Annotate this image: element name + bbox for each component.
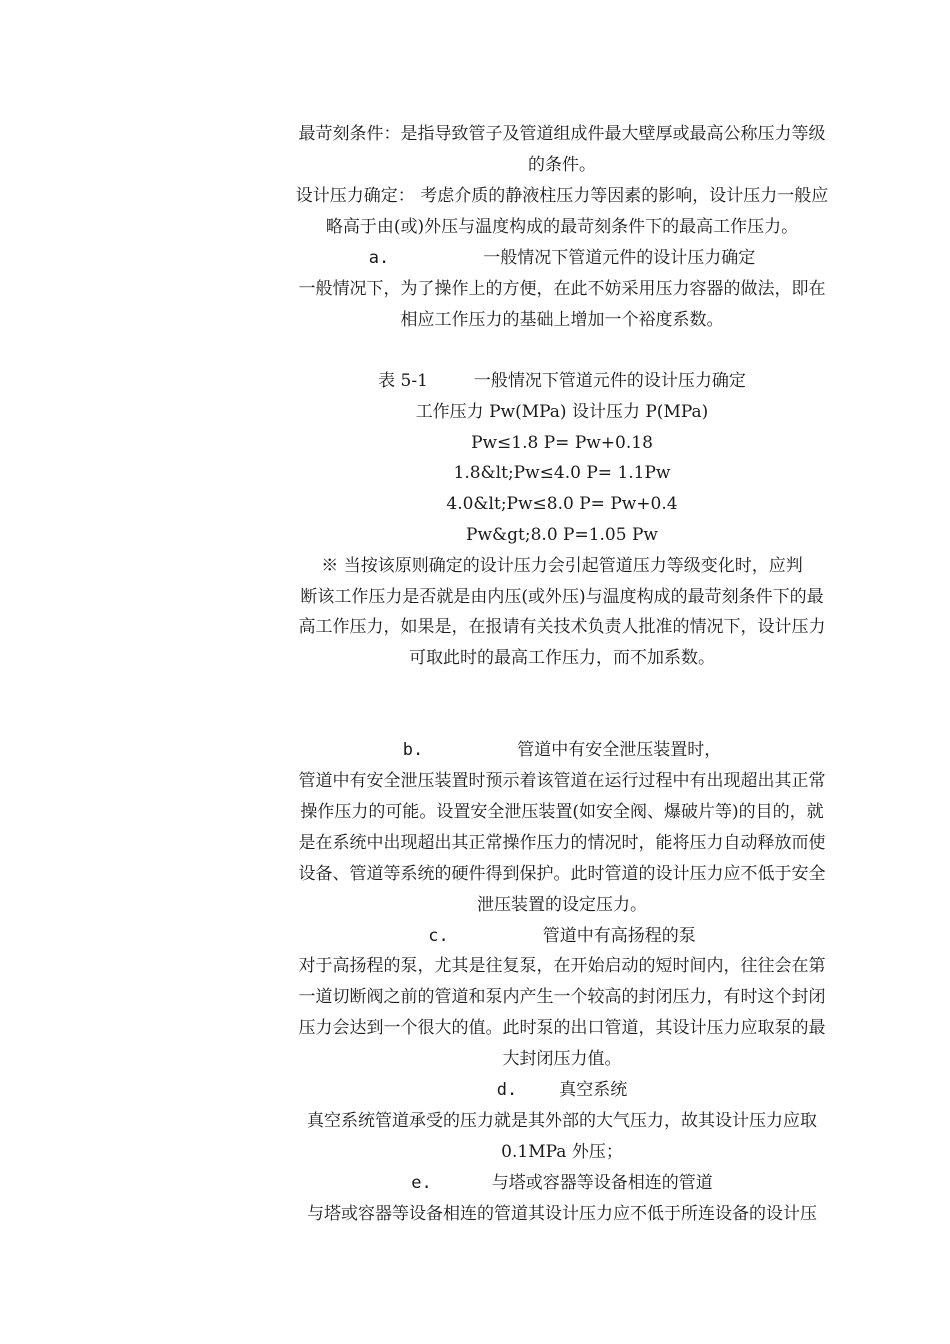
section-marker: a. [368, 248, 390, 268]
paragraph-line: 压力会达到一个很大的值。此时泵的出口管道，其设计压力应取泵的最 [298, 1018, 826, 1038]
section-heading-b [262, 740, 862, 760]
paragraph-line: 的条件。 [528, 155, 596, 175]
paragraph-line: 一道切断阀之前的管道和泵内产生一个较高的封闭压力，有时这个封闭 [298, 987, 826, 1007]
note-line: ※ 当按该原则确定的设计压力会引起管道压力等级变化时，应判 [321, 556, 803, 576]
paragraph-line: 管道中有安全泄压装置时预示着该管道在运行过程中有出现超出其正常 [298, 771, 826, 791]
paragraph-line: 对于高扬程的泵，尤其是往复泵，在开始启动的短时间内，往往会在第 [298, 956, 826, 976]
section-marker: b. [402, 740, 424, 760]
table-number: 表 5-1 [378, 371, 428, 391]
paragraph-line: 操作压力的可能。设置安全泄压装置(如安全阀、爆破片等)的目的，就 [300, 802, 824, 822]
paragraph-line: 设备、管道等系统的硬件得到保护。此时管道的设计压力应不低于安全 [298, 864, 826, 884]
section-marker: e. [411, 1173, 432, 1193]
section-title: 真空系统 [559, 1080, 628, 1100]
table-row: Pw≤1.8 P= Pw+0.18 [471, 433, 653, 453]
paragraph-line: 泄压装置的设定压力。 [477, 895, 647, 915]
paragraph-line: 大封闭压力值。 [502, 1049, 622, 1069]
note-line: 高工作压力，如果是，在报请有关技术负责人批准的情况下，设计压力 [298, 617, 826, 637]
note-line: 可取此时的最高工作压力，而不加系数。 [409, 648, 715, 668]
paragraph-line: 相应工作压力的基础上增加一个裕度系数。 [400, 310, 724, 330]
table-row: 1.8&lt;Pw≤4.0 P= 1.1Pw [453, 463, 671, 483]
section-marker: d. [496, 1080, 518, 1100]
paragraph-line: 略高于由(或)外压与温度构成的最苛刻条件下的最高工作压力。 [325, 217, 799, 237]
paragraph-line: 与塔或容器等设备相连的管道其设计压力应不低于所连设备的设计压 [307, 1204, 817, 1224]
paragraph-line: 一般情况下，为了操作上的方便，在此不妨采用压力容器的做法，即在 [298, 279, 826, 299]
table-title: 一般情况下管道元件的设计压力确定 [473, 371, 746, 391]
paragraph-line: 最苛刻条件：是指导致管子及管道组成件最大壁厚或最高公称压力等级 [298, 124, 826, 144]
section-title: 管道中有安全泄压装置时， [517, 740, 722, 760]
paragraph-line: 设计压力确定： 考虑介质的静液柱压力等因素的影响，设计压力一般应 [295, 186, 829, 206]
section-title: 与塔或容器等设备相连的管道 [491, 1173, 713, 1193]
section-title: 一般情况下管道元件的设计压力确定 [483, 248, 756, 268]
section-marker: c. [428, 926, 449, 946]
section-heading-d [262, 1080, 862, 1100]
table-header: 工作压力 Pw(MPa) 设计压力 P(MPa) [415, 402, 709, 422]
note-line: 断该工作压力是否就是由内压(或外压)与温度构成的最苛刻条件下的最 [300, 587, 824, 607]
section-title: 管道中有高扬程的泵 [542, 926, 696, 946]
table-row: 4.0&lt;Pw≤8.0 P= Pw+0.4 [446, 494, 678, 514]
paragraph-line: 0.1MPa 外压； [501, 1142, 623, 1162]
paragraph-line: 是在系统中出现超出其正常操作压力的情况时，能将压力自动释放而使 [298, 833, 826, 853]
section-heading-a [262, 248, 862, 268]
section-heading-c [262, 926, 862, 946]
section-heading-e [262, 1173, 862, 1193]
table-caption [262, 371, 862, 391]
table-row: Pw&gt;8.0 P=1.05 Pw [466, 525, 658, 545]
paragraph-line: 真空系统管道承受的压力就是其外部的大气压力，故其设计压力应取 [307, 1111, 817, 1131]
